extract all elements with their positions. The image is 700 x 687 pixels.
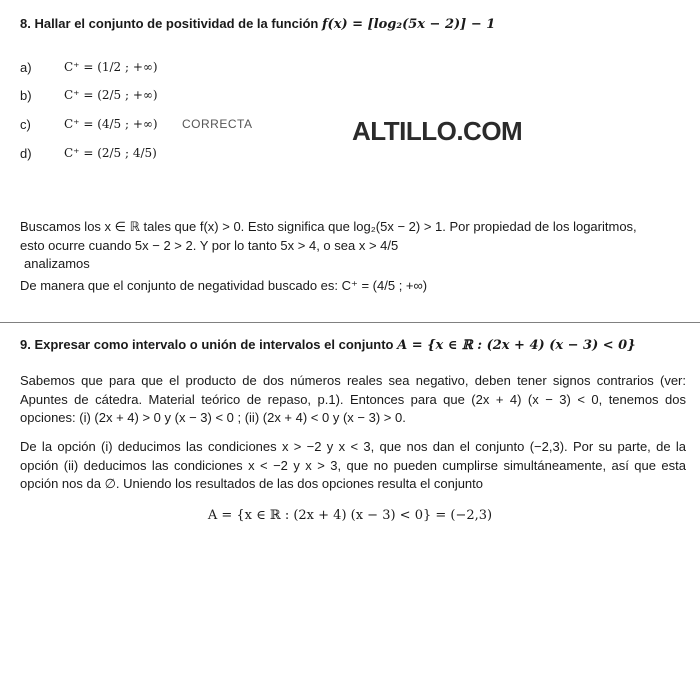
q8-title-formula: f(x) = [log₂(5x − 2)] − 1 xyxy=(321,17,496,32)
option-b-formula: C⁺ = (2/5 ; +∞) xyxy=(64,88,158,102)
q8-title xyxy=(20,16,495,32)
option-d-formula: C⁺ = (2/5 ; 4/5) xyxy=(64,146,157,160)
q8-solution-line1: Buscamos los x ∈ ℝ tales que f(x) > 0. Esto significa que log₂(5x − 2) > 1. Por propiedad de los logaritmos, xyxy=(20,219,637,234)
option-a-letter: a) xyxy=(20,60,32,75)
q9-title-formula: A = {x ∈ ℝ : (2x + 4) (x − 3) < 0} xyxy=(397,338,636,353)
section-divider xyxy=(0,322,700,323)
q9-title-text: 9. Expresar como intervalo o unión de intervalos el conjunto xyxy=(20,337,394,352)
q8-solution-line2: esto ocurre cuando 5x − 2 > 2. Y por lo tanto 5x > 4, o sea x > 4/5 xyxy=(20,238,399,253)
option-a-formula: C⁺ = (1/2 ; +∞) xyxy=(64,60,158,74)
option-c-formula: C⁺ = (4/5 ; +∞) xyxy=(64,117,158,131)
option-d-letter: d) xyxy=(20,146,32,161)
option-b-letter: b) xyxy=(20,88,32,103)
correct-label: CORRECTA xyxy=(182,117,253,131)
q8-solution-line4: De manera que el conjunto de negatividad buscado es: C⁺ = (4/5 ; +∞) xyxy=(20,278,428,293)
q9-paragraph-1: Sabemos que para que el producto de dos números reales sea negativo, deben tener signos contrarios (ver: Apuntes de cátedra. Material teórico de repaso, p.1). Entonces para que (2x + 4) (x − 3) < 0, tenemos dos opciones: (i) (2x + 4) > 0 y (x − 3) < 0 ; (ii) (2x + 4) < 0 y (x − 3) > 0. xyxy=(20,373,686,425)
altillo-watermark: ALTILLO.COM xyxy=(352,116,523,146)
q9-title xyxy=(20,337,636,353)
q8-solution-line3: analizamos xyxy=(24,256,90,271)
q9-paragraph-2: De la opción (i) deducimos las condiciones x > −2 y x < 3, que nos dan el conjunto (−2,3). Por su parte, de la opción (ii) deducimos las condiciones x < −2 y x > 3, que no pueden cumplirse simultáneamente, así que esta opción nos da ∅. Uniendo los resultados de las dos opciones resulta el conjunto xyxy=(20,439,686,491)
q9-final-formula: A = {x ∈ ℝ : (2x + 4) (x − 3) < 0} = (−2,3) xyxy=(207,508,493,523)
option-c-letter: c) xyxy=(20,117,31,132)
q8-title-text: 8. Hallar el conjunto de positividad de la función xyxy=(20,16,319,31)
